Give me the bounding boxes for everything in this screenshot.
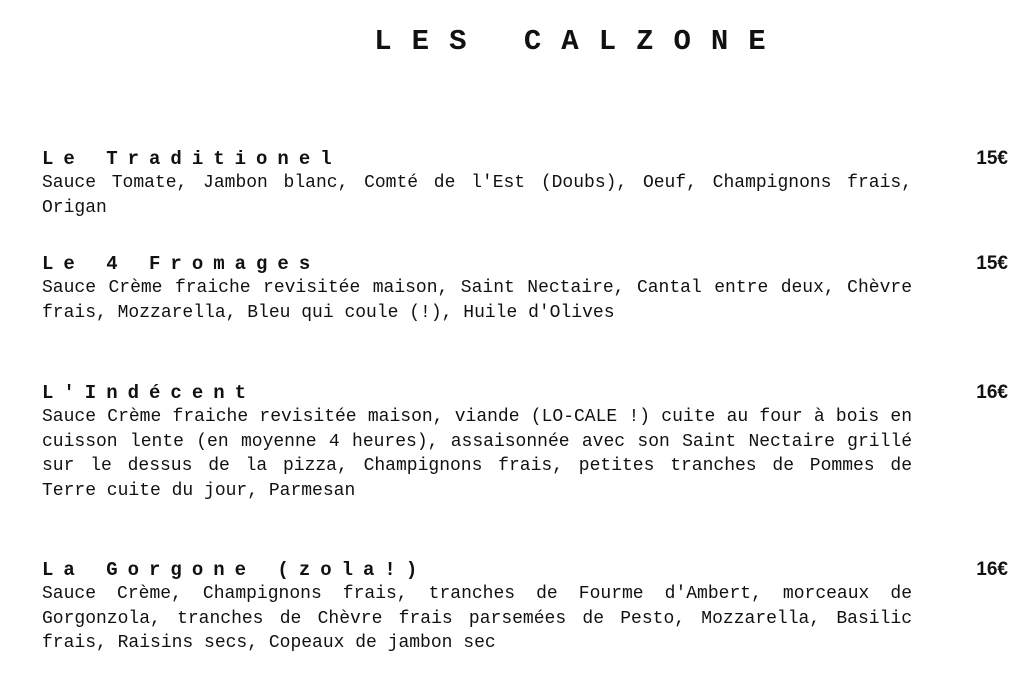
page-title: LES CALZONE: [374, 25, 786, 58]
item-price: 16€: [976, 382, 1008, 403]
item-name: La Gorgone (zola!): [42, 559, 428, 581]
item-header: [42, 147, 1008, 171]
item-price: 15€: [976, 253, 1008, 274]
item-name: Le Traditionel: [42, 148, 342, 170]
item-header: [42, 558, 1008, 582]
item-description: Sauce Crème fraiche revisitée maison, viande (LO-CALE !) cuite au four à bois en cuisson lente (en moyenne 4 heures), assaisonnée avec son Saint Nectaire grillé sur le dessus de la pizza, Champignons frais, petites tranches de Pommes de Terre cuite du jour, Parmesan: [42, 407, 912, 501]
item-header: [42, 381, 1008, 405]
item-description: Sauce Crème, Champignons frais, tranches de Fourme d'Ambert, morceaux de Gorgonzola, tranches de Chèvre frais parsemées de Pesto, Mozzarella, Basilic frais, Raisins secs, Copeaux de jambon sec: [42, 584, 912, 653]
item-price: 16€: [976, 559, 1008, 580]
menu-item-traditionel: [42, 147, 1008, 220]
item-name: L'Indécent: [42, 382, 257, 404]
menu-item-indecent: [42, 381, 1008, 503]
item-name: Le 4 Fromages: [42, 253, 321, 275]
item-header: [42, 252, 1008, 276]
menu-item-gorgone: [42, 558, 1008, 656]
item-description: Sauce Tomate, Jambon blanc, Comté de l'Est (Doubs), Oeuf, Champignons frais, Origan: [42, 173, 912, 218]
menu-item-4-fromages: [42, 252, 1008, 325]
item-description: Sauce Crème fraiche revisitée maison, Saint Nectaire, Cantal entre deux, Chèvre frais, Mozzarella, Bleu qui coule (!), Huile d'Olives: [42, 278, 912, 323]
item-price: 15€: [976, 148, 1008, 169]
